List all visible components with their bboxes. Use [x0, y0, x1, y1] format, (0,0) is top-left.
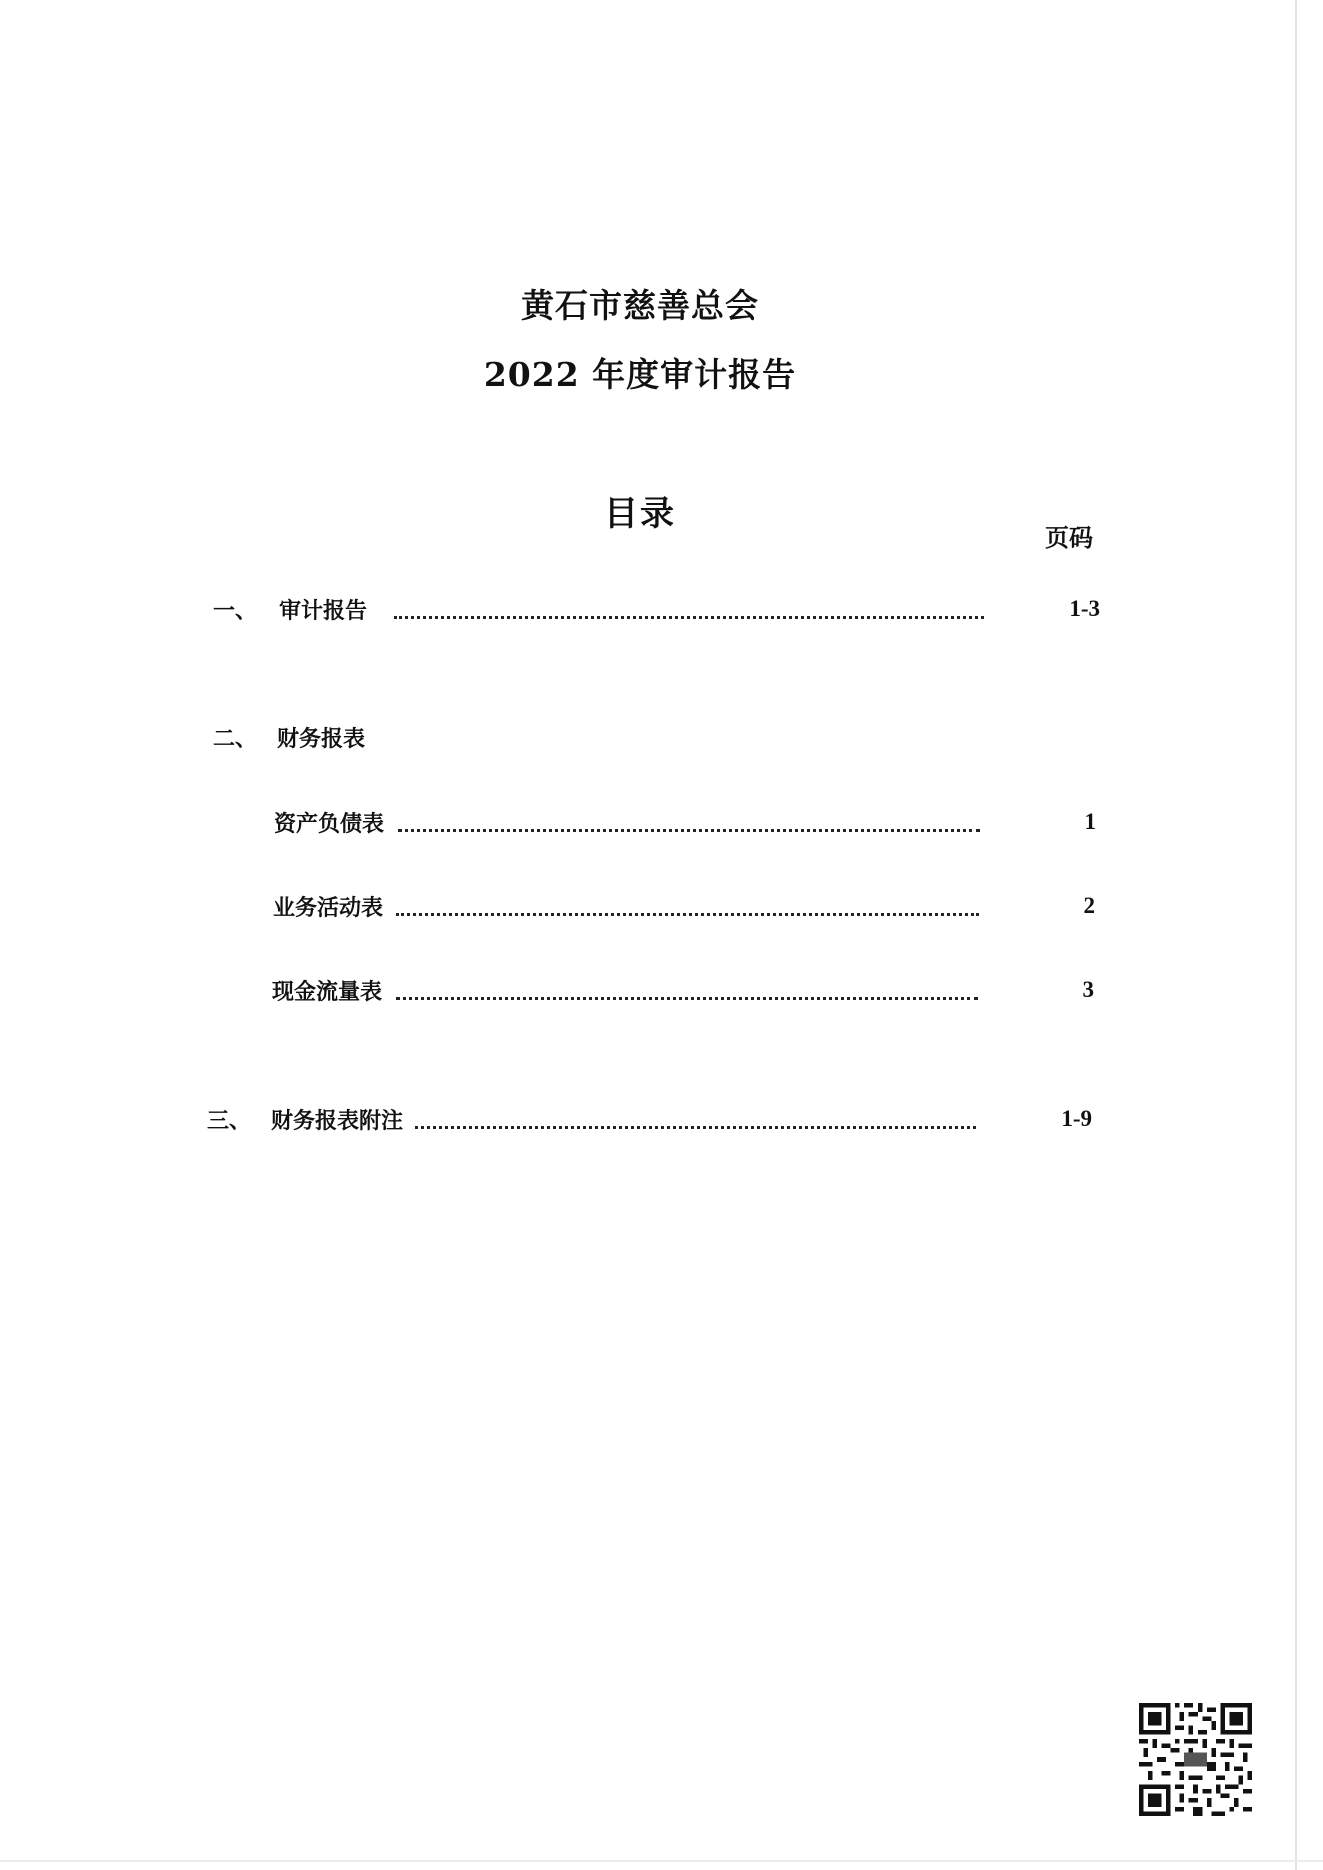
toc-item-label: 财务报表	[277, 726, 366, 752]
toc-item-label: 财务报表附注	[271, 1108, 404, 1134]
toc-item-number: 三、	[207, 1108, 252, 1134]
toc-item-label: 现金流量表	[272, 979, 383, 1005]
toc-item-page: 1-9	[1061, 1106, 1092, 1131]
toc-item-balance-sheet[interactable]	[0, 807, 1323, 841]
toc-item-label: 业务活动表	[273, 895, 384, 921]
toc-item-number: 二、	[213, 726, 258, 752]
toc-item-cash-flow-statement[interactable]	[0, 975, 1323, 1009]
report-title: 黄石市慈善总会	[521, 286, 759, 325]
toc-heading: 目录	[604, 494, 676, 534]
page-column-label: 页码	[1045, 523, 1093, 552]
toc-dot-leader	[396, 997, 978, 1000]
toc-item-audit-report[interactable]	[0, 594, 1323, 628]
toc-item-page: 1	[1084, 809, 1096, 834]
report-subtitle: 2022 年度审计报告	[483, 355, 797, 394]
toc-item-activity-statement[interactable]	[0, 891, 1323, 925]
toc-item-number: 一、	[213, 598, 258, 624]
toc-item-page: 1-3	[1069, 596, 1100, 621]
toc-item-notes[interactable]	[0, 1104, 1323, 1138]
toc-dot-leader	[398, 829, 980, 832]
toc-dot-leader	[394, 616, 984, 619]
qr-code-icon	[1138, 1703, 1253, 1816]
toc-item-financial-statements[interactable]	[0, 722, 1323, 756]
scan-page-edge	[1295, 0, 1297, 1870]
toc-dot-leader	[396, 913, 979, 916]
scan-bottom-edge	[0, 1860, 1323, 1862]
toc-item-page: 3	[1082, 977, 1094, 1002]
toc-item-label: 资产负债表	[274, 811, 385, 837]
toc-item-page: 2	[1083, 893, 1095, 918]
toc-dot-leader	[415, 1126, 976, 1129]
toc-item-label: 审计报告	[279, 598, 368, 624]
